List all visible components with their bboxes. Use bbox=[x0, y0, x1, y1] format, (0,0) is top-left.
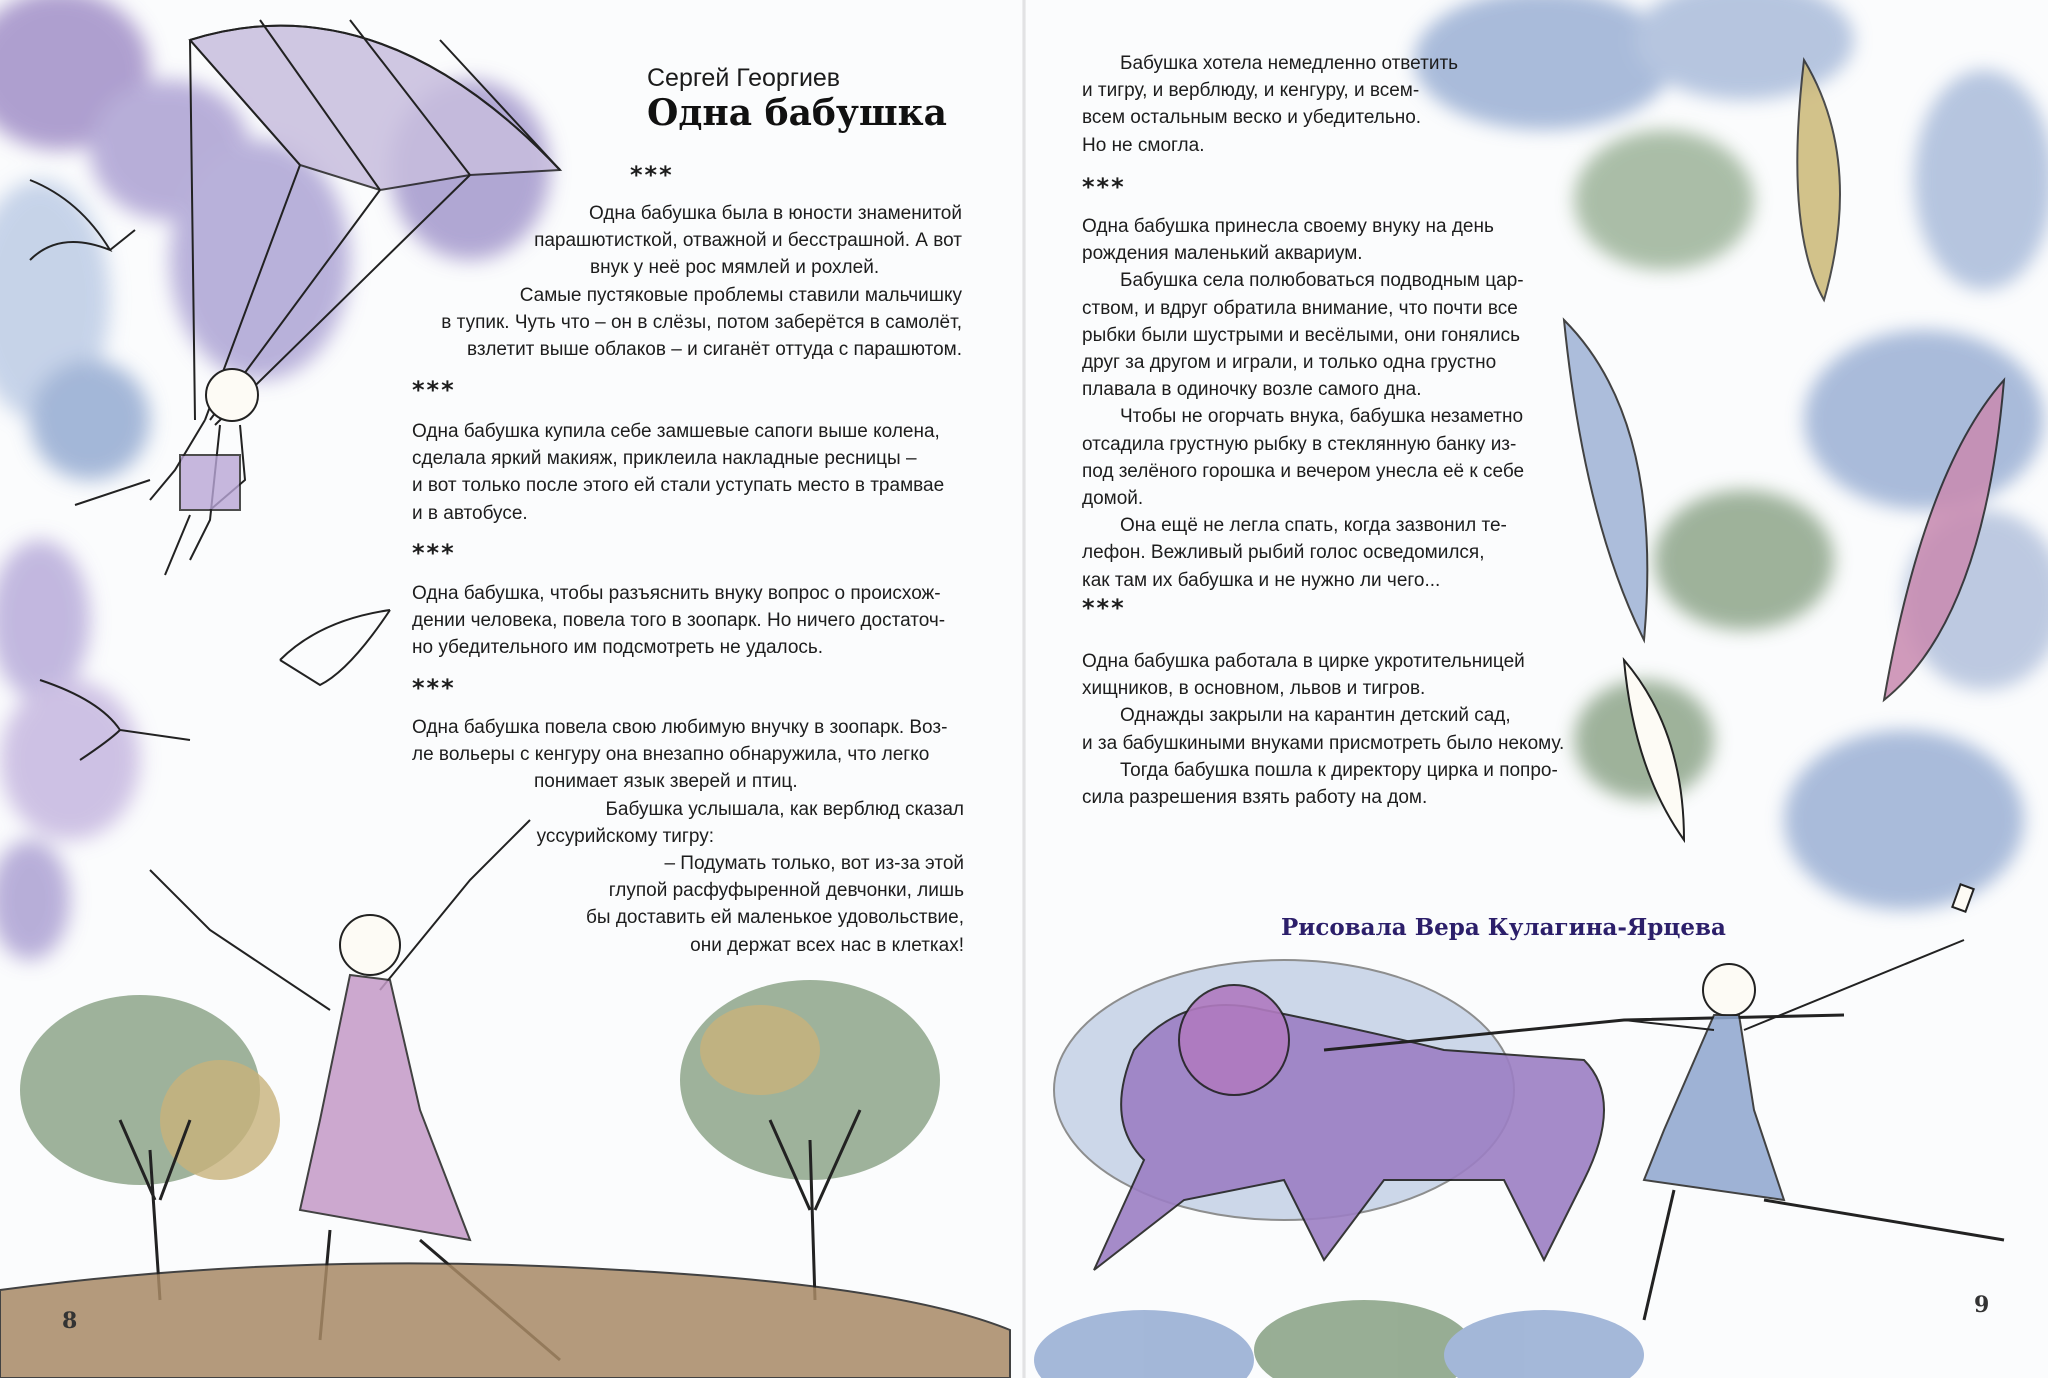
text-line: дении человека, повела того в зоопарк. Но ничего достаточ- bbox=[412, 610, 946, 632]
right-bottom-bushes bbox=[1034, 1300, 1644, 1378]
text-line: Бабушка села полюбоваться подводным цар- bbox=[1120, 270, 1524, 292]
right-page bbox=[1024, 0, 2048, 1378]
right-section-circus bbox=[1082, 648, 1602, 811]
separator-stars: *** bbox=[1082, 594, 1126, 622]
book-gutter bbox=[1022, 0, 1026, 1378]
text-line: Одна бабушка была в юности знаменитой bbox=[588, 203, 962, 224]
text-line: Но не смогла. bbox=[1082, 134, 1205, 156]
text-line: парашютисткой, отважной и бесстрашной. А вот bbox=[534, 230, 962, 252]
left-section-zoo bbox=[412, 714, 964, 959]
left-ground-hill bbox=[0, 1263, 1010, 1378]
text-line: Чтобы не огорчать внука, бабушка незаметно bbox=[1120, 406, 1524, 428]
text-line: глупой расфуфыренной девчонки, лишь bbox=[608, 880, 964, 902]
text-line: Одна бабушка купила себе замшевые сапоги выше колена, bbox=[412, 421, 940, 442]
text-line: сила разрешения взять работу на дом. bbox=[1082, 787, 1428, 809]
text-line: уссурийскому тигру: bbox=[536, 825, 714, 847]
text-line: взлетит выше облаков – и сиганёт оттуда с парашютом. bbox=[466, 339, 962, 361]
text-line: плавала в одиночку возле самого дна. bbox=[1082, 379, 1422, 401]
left-trees bbox=[20, 980, 940, 1300]
separator-stars: *** bbox=[1082, 173, 1126, 201]
text-line: домой. bbox=[1082, 488, 1144, 510]
text-line: бы доставить ей маленькое удовольствие, bbox=[586, 907, 964, 929]
text-line: и в автобусе. bbox=[412, 502, 528, 524]
author-name: Сергей Георгиев bbox=[647, 64, 841, 92]
text-line: Бабушка хотела немедленно ответить bbox=[1120, 53, 1459, 74]
text-line: рождения маленький аквариум. bbox=[1082, 243, 1363, 265]
text-line: хищников, в основном, львов и тигров. bbox=[1082, 678, 1426, 700]
text-line: в тупик. Чуть что – он в слёзы, потом заберётся в самолёт, bbox=[441, 311, 962, 333]
text-line: Однажды закрыли на карантин детский сад, bbox=[1120, 705, 1511, 727]
text-line: под зелёного горошка и вечером унесла её к себе bbox=[1082, 460, 1525, 482]
text-line: сделала яркий макияж, приклеила накладные ресницы – bbox=[412, 448, 917, 470]
text-line: рыбки были шустрыми и весёлыми, они гонялись bbox=[1082, 324, 1521, 346]
text-line: и вот только после этого ей стали уступать место в трамвае bbox=[412, 475, 945, 497]
story-title: Одна бабушка bbox=[647, 92, 947, 134]
left-section-parachutist bbox=[410, 200, 962, 363]
text-line: всем остальным веско и убедительно. bbox=[1082, 107, 1422, 129]
text-line: Самые пустяковые проблемы ставили мальчишку bbox=[519, 284, 962, 306]
text-line: Бабушка услышала, как верблюд сказал bbox=[605, 798, 964, 820]
text-line: но убедительного им подсмотреть не удалось. bbox=[412, 637, 824, 659]
left-section-boots bbox=[412, 418, 972, 527]
text-line: ством, и вдруг обратила внимание, что почти все bbox=[1082, 297, 1518, 319]
left-section-origin bbox=[412, 580, 972, 662]
text-line: и тигру, и верблюду, и кенгуру, и всем- bbox=[1082, 80, 1420, 102]
text-line: Одна бабушка повела свою любимую внучку в зоопарк. Воз- bbox=[412, 717, 948, 738]
text-line: Одна бабушка работала в цирке укротительницей bbox=[1082, 651, 1525, 672]
text-line: Она ещё не легла спать, когда зазвонил те- bbox=[1120, 515, 1507, 537]
text-line: Одна бабушка, чтобы разъяснить внуку вопрос о происхож- bbox=[412, 583, 941, 604]
text-line: как там их бабушка и не нужно ли чего... bbox=[1082, 569, 1441, 591]
page-number-left: 8 bbox=[62, 1308, 78, 1334]
text-line: и за бабушкиными внуками присмотреть было некому. bbox=[1082, 732, 1565, 754]
text-line: – Подумать только, вот из-за этой bbox=[664, 853, 964, 875]
text-line: Тогда бабушка пошла к директору цирка и попро- bbox=[1120, 759, 1558, 781]
separator-stars: *** bbox=[630, 161, 674, 189]
text-line: друг за другом и играли, и только одна грустно bbox=[1082, 352, 1497, 374]
right-section-aquarium bbox=[1082, 213, 1588, 594]
text-line: ле вольеры с кенгуру она внезапно обнаружила, что легко bbox=[412, 744, 930, 766]
separator-stars: *** bbox=[412, 674, 456, 702]
text-line: отсадила грустную рыбку в стеклянную банку из- bbox=[1082, 433, 1517, 455]
right-section-continuation bbox=[1082, 50, 1488, 159]
text-line: внук у неё рос мямлей и рохлей. bbox=[590, 257, 880, 279]
text-line: Одна бабушка принесла своему внуку на день bbox=[1082, 216, 1494, 237]
separator-stars: *** bbox=[412, 376, 456, 404]
text-line: они держат всех нас в клетках! bbox=[690, 934, 964, 956]
tamer-grandmother-figure bbox=[1624, 884, 2004, 1320]
page-number-right: 9 bbox=[1974, 1292, 1990, 1318]
text-line: лефон. Вежливый рыбий голос осведомился, bbox=[1082, 542, 1485, 564]
text-line: понимает язык зверей и птиц. bbox=[534, 771, 798, 793]
separator-stars: *** bbox=[412, 539, 456, 567]
illustrator-credit: Рисовала Вера Кулагина-Ярцева bbox=[1281, 914, 1726, 941]
